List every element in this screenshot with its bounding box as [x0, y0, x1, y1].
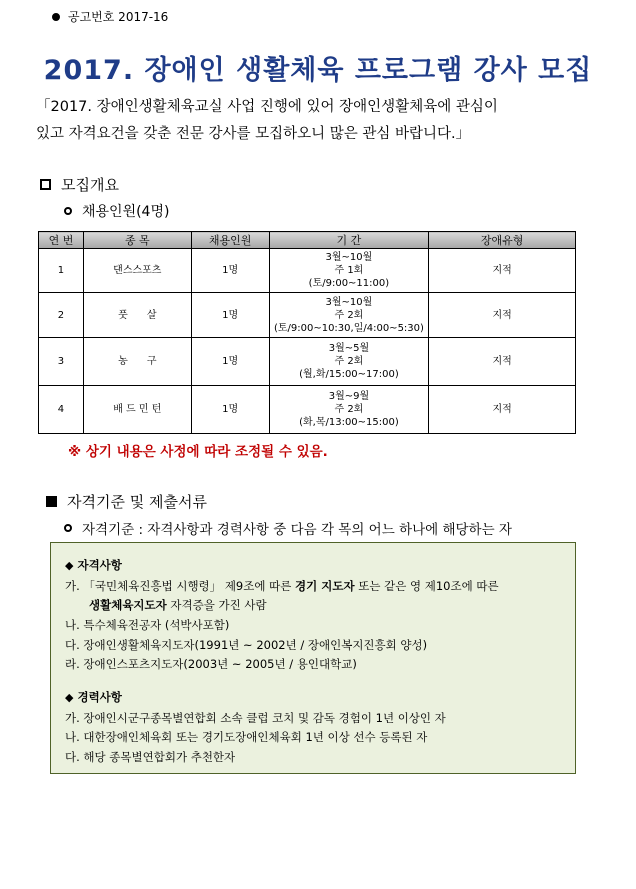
career-item-na: 나. 대한장애인체육회 또는 경기도장애인체육회 1년 이상 선수 등록된 자: [65, 730, 428, 744]
period-time: (토/9:00~11:00): [308, 278, 390, 289]
period-frequency: 주 2회: [334, 404, 364, 415]
intro-line-2: 있고 자격요건을 갖춘 전문 강사를 모집하오니 많은 관심 바랍니다.」: [36, 126, 471, 142]
table-header-row: [39, 232, 576, 249]
cert-ga2-post: 자격증을 가진 사람: [166, 598, 267, 612]
period-months: 3월~9월: [328, 391, 370, 402]
row-no: 4: [39, 386, 84, 434]
row-sport: 댄스스포츠: [83, 249, 191, 293]
page-title: 2017. 장애인 생활체육 프로그램 강사 모집: [43, 55, 593, 86]
row-no: 3: [39, 338, 84, 386]
table-row: [39, 249, 576, 293]
period-frequency: 주 1회: [334, 265, 364, 276]
period-time: (화,목/13:00~15:00): [299, 417, 399, 428]
overview-heading-text: 모집개요: [61, 176, 119, 194]
row-sport: 풋 살: [83, 293, 191, 338]
cert-ga-pre: 가. 「국민체육진흥법 시행령」 제9조에 따른: [65, 579, 295, 593]
row-period: [269, 338, 429, 386]
period-frequency: 주 2회: [334, 309, 364, 321]
qualification-heading-text: 자격기준 및 제출서류: [67, 493, 207, 511]
period-months: 3월~10월: [325, 296, 373, 308]
row-type: 지적: [429, 249, 576, 293]
career-title: [65, 689, 122, 705]
cert-ga2-bold: 생활체육지도자: [89, 598, 167, 612]
career-item-ga: 가. 장애인시군구종목별연합회 소속 클럽 코치 및 감독 경험이 1년 이상인 자: [65, 711, 446, 725]
career-item-da: 다. 해당 종목별연합회가 추천한자: [65, 750, 236, 764]
filled-square-bullet-icon: [46, 496, 57, 507]
row-count: 1명: [191, 386, 269, 434]
row-period: [269, 249, 429, 293]
row-type: 지적: [429, 338, 576, 386]
cert-item-da: 다. 장애인생활체육지도자(1991년 ~ 2002년 / 장애인복지진흥회 양성): [65, 638, 428, 652]
row-count: 1명: [191, 293, 269, 338]
notice-label: 공고번호 2017-16: [68, 10, 169, 24]
row-count: 1명: [191, 249, 269, 293]
recruitment-table: [38, 231, 576, 434]
cert-ga-bold: 경기 지도자: [295, 579, 355, 593]
intro-line-1: 「2017. 장애인생활체육교실 사업 진행에 있어 장애인생활체육에 관심이: [36, 99, 498, 115]
intro-text: [36, 94, 606, 148]
row-type: 지적: [429, 293, 576, 338]
header-sport: 종 목: [83, 232, 191, 249]
header-disability-type: 장애유형: [429, 232, 576, 249]
cert-item-ga-cont: [89, 597, 267, 613]
header-no: 연 번: [39, 232, 84, 249]
period-frequency: 주 2회: [334, 356, 364, 367]
overview-heading: [40, 174, 119, 195]
row-count: 1명: [191, 338, 269, 386]
row-sport: 농 구: [83, 338, 191, 386]
row-sport: 배 드 민 턴: [83, 386, 191, 434]
row-period: [269, 293, 429, 338]
cert-ga-post: 또는 같은 영 제10조에 따른: [354, 579, 499, 593]
cert-item-ra: 라. 장애인스포츠지도자(2003년 ~ 2005년 / 용인대학교): [65, 657, 357, 671]
qualification-criteria-text: 자격기준 : 자격사항과 경력사항 중 다음 각 목의 어느 하나에 해당하는 자: [82, 522, 512, 538]
row-no: 1: [39, 249, 84, 293]
hollow-circle-icon: [64, 524, 72, 532]
square-bullet-icon: [40, 179, 51, 190]
qualification-heading: [46, 491, 207, 512]
notice-number: [52, 8, 168, 25]
career-title-text: 경력사항: [77, 690, 122, 704]
diamond-icon: ◆: [65, 559, 74, 572]
recruit-count-heading: [64, 201, 169, 221]
period-time: (토/9:00~10:30,일/4:00~5:30): [273, 322, 424, 334]
period-time: (월,화/15:00~17:00): [299, 369, 399, 380]
table-row: [39, 386, 576, 434]
qualification-box: [50, 542, 576, 774]
header-period: 기 간: [269, 232, 429, 249]
row-period: [269, 386, 429, 434]
header-count: 채용인원: [191, 232, 269, 249]
period-months: 3월~5월: [328, 343, 370, 354]
adjustment-warning: ※ 상기 내용은 사정에 따라 조정될 수 있음.: [68, 444, 328, 460]
period-months: 3월~10월: [325, 252, 373, 263]
filled-circle-icon: [52, 13, 60, 21]
qualification-criteria-heading: [64, 518, 512, 538]
cert-title-text: 자격사항: [77, 558, 122, 572]
cert-item-na: 나. 특수체육전공자 (석박사포함): [65, 618, 230, 632]
cert-title: [65, 557, 122, 573]
table-row: [39, 293, 576, 338]
recruit-count-text: 채용인원(4명): [82, 204, 170, 220]
hollow-circle-icon: [64, 207, 72, 215]
table-row: [39, 338, 576, 386]
row-type: 지적: [429, 386, 576, 434]
diamond-icon: ◆: [65, 691, 74, 704]
cert-item-ga: [65, 578, 499, 594]
row-no: 2: [39, 293, 84, 338]
